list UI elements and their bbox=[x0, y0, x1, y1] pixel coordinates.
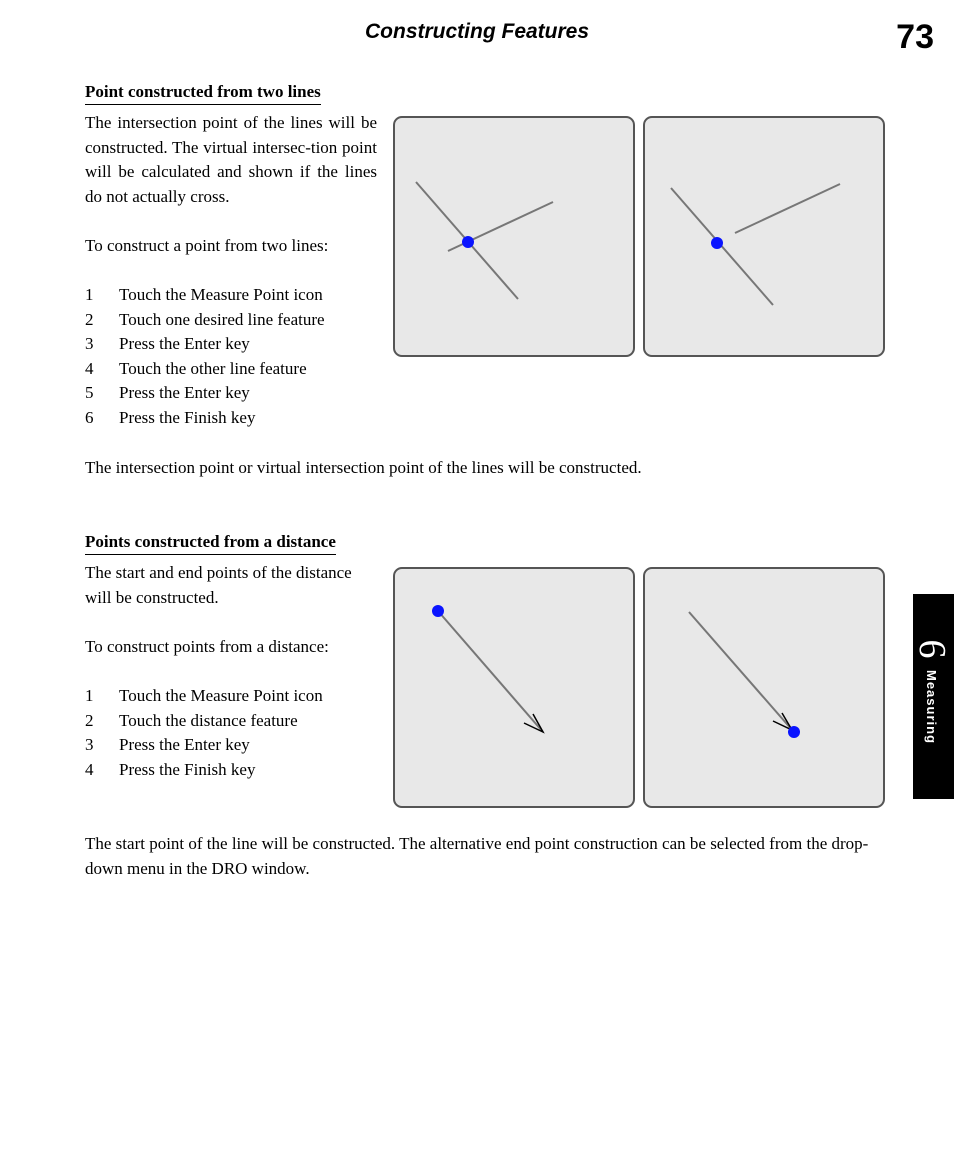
chapter-tab bbox=[913, 594, 954, 799]
instruction-lead: To construct points from a distance: bbox=[85, 637, 329, 656]
step-list bbox=[85, 283, 325, 431]
list-item: 4 Press the Finish key bbox=[85, 759, 256, 779]
intro-paragraph: The intersection point of the lines will be constructed. The virtual intersec-tion point will be calculated and shown if the lines do not actually cross. bbox=[85, 113, 377, 206]
illustration-distance-end-point bbox=[643, 567, 885, 808]
list-item: 2 Touch the distance feature bbox=[85, 710, 298, 730]
list-item: 5 Press the Enter key bbox=[85, 383, 250, 403]
list-item: 4 Touch the other line feature bbox=[85, 358, 307, 378]
section-heading-two-lines: Point constructed from two lines bbox=[85, 81, 321, 105]
result-paragraph: The intersection point or virtual intersection point of the lines will be constructed. bbox=[85, 458, 642, 477]
intro-paragraph: The start and end points of the distance will be constructed. bbox=[85, 563, 352, 607]
page-number: 73 bbox=[896, 18, 934, 56]
list-item: 3 Press the Enter key bbox=[85, 334, 250, 354]
list-item: 1 Touch the Measure Point icon bbox=[85, 285, 323, 304]
chapter-number: 6 bbox=[911, 639, 953, 659]
step-list bbox=[85, 684, 323, 782]
illustration-distance-start-point bbox=[393, 567, 635, 808]
list-item: 2 Touch one desired line feature bbox=[85, 309, 325, 329]
illustration-virtual-intersection bbox=[643, 116, 885, 357]
list-item: 3 Press the Enter key bbox=[85, 735, 250, 755]
instruction-lead: To construct a point from two lines: bbox=[85, 236, 329, 255]
running-title: Constructing Features bbox=[365, 20, 590, 43]
list-item: 6 Press the Finish key bbox=[85, 407, 256, 427]
list-item: 1 Touch the Measure Point icon bbox=[85, 686, 323, 705]
chapter-label: Measuring bbox=[924, 670, 939, 745]
section-heading-distance: Points constructed from a distance bbox=[85, 531, 336, 555]
illustration-intersecting-lines bbox=[393, 116, 635, 357]
result-paragraph: The start point of the line will be constructed. The alternative end point construction can be selected from the drop-down menu in the DRO window. bbox=[85, 834, 869, 878]
